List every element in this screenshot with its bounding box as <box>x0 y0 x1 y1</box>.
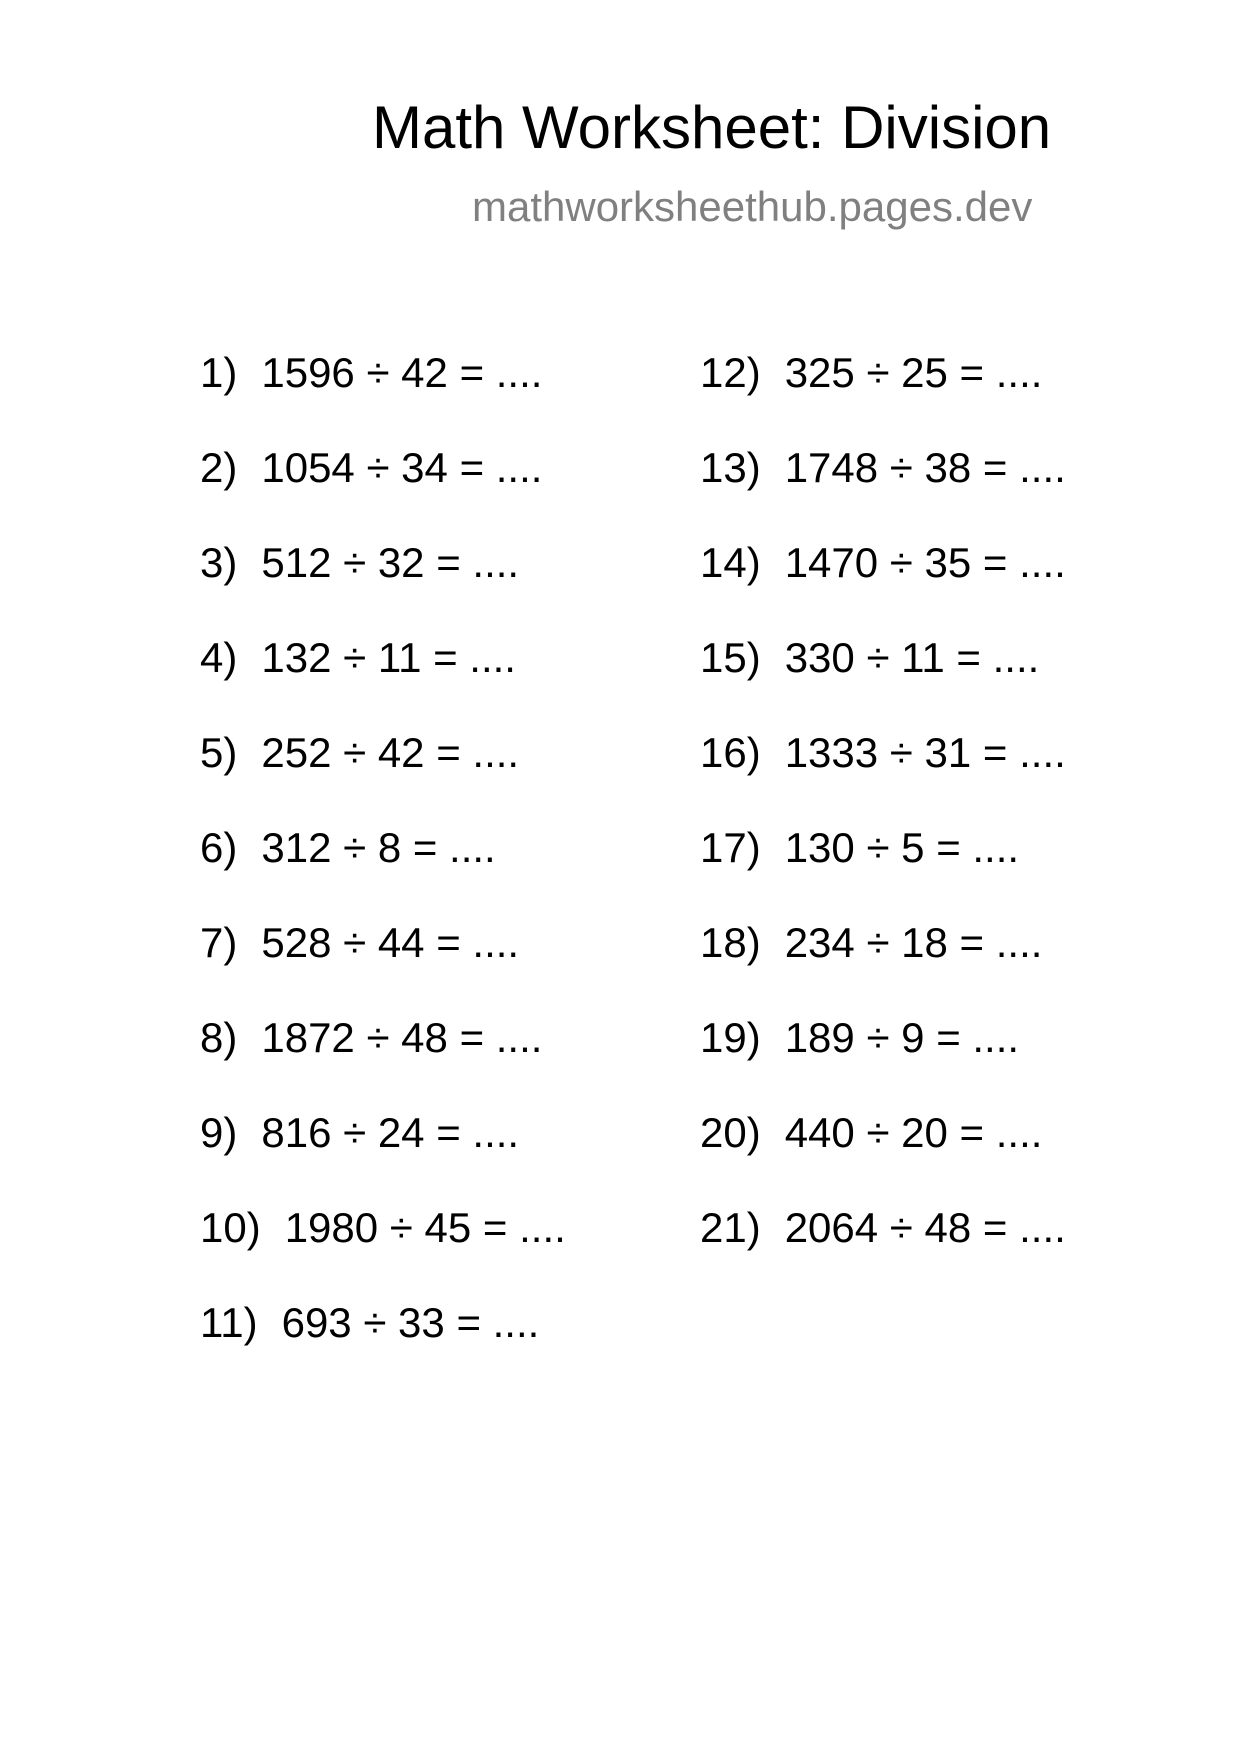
problem-item <box>700 1109 1066 1207</box>
problem-item <box>200 729 566 827</box>
problem-expression: 1470 ÷ 35 = .... <box>784 539 1066 586</box>
problem-column-left <box>200 349 566 1397</box>
problem-expression: 130 ÷ 5 = .... <box>784 824 1020 871</box>
problem-column-right <box>700 349 1066 1302</box>
problem-number: 16) <box>700 729 761 776</box>
problem-item <box>200 1014 566 1112</box>
problem-expression: 2064 ÷ 48 = .... <box>784 1204 1066 1251</box>
problem-item <box>200 1109 566 1207</box>
problem-number: 17) <box>700 824 761 871</box>
problem-item <box>700 349 1066 447</box>
problem-number: 11) <box>200 1299 258 1346</box>
problem-expression: 693 ÷ 33 = .... <box>281 1299 540 1346</box>
problem-number: 10) <box>200 1204 261 1251</box>
problem-expression: 325 ÷ 25 = .... <box>784 349 1043 396</box>
problem-number: 2) <box>200 444 238 491</box>
problem-item <box>700 539 1066 637</box>
problem-item <box>200 349 566 447</box>
problem-number: 7) <box>200 919 238 966</box>
problem-expression: 132 ÷ 11 = .... <box>261 634 516 681</box>
problem-number: 3) <box>200 539 238 586</box>
problem-item <box>700 1204 1066 1302</box>
problem-number: 8) <box>200 1014 238 1061</box>
problem-item <box>700 729 1066 827</box>
problem-expression: 528 ÷ 44 = .... <box>261 919 520 966</box>
problem-expression: 1748 ÷ 38 = .... <box>784 444 1066 491</box>
problem-item <box>700 1014 1066 1112</box>
problem-expression: 234 ÷ 18 = .... <box>784 919 1043 966</box>
problem-expression: 440 ÷ 20 = .... <box>784 1109 1043 1156</box>
problem-expression: 1872 ÷ 48 = .... <box>261 1014 543 1061</box>
problem-number: 18) <box>700 919 761 966</box>
problem-expression: 512 ÷ 32 = .... <box>261 539 520 586</box>
page-title: Math Worksheet: Division <box>372 94 1052 161</box>
problem-number: 6) <box>200 824 238 871</box>
problem-expression: 1596 ÷ 42 = .... <box>261 349 543 396</box>
problem-number: 9) <box>200 1109 238 1156</box>
problem-expression: 1980 ÷ 45 = .... <box>284 1204 566 1251</box>
problem-expression: 816 ÷ 24 = .... <box>261 1109 520 1156</box>
problem-number: 13) <box>700 444 761 491</box>
problem-expression: 189 ÷ 9 = .... <box>784 1014 1020 1061</box>
problem-number: 5) <box>200 729 238 776</box>
problem-item <box>200 1204 566 1302</box>
problem-item <box>200 634 566 732</box>
problem-item <box>700 634 1066 732</box>
problem-number: 12) <box>700 349 761 396</box>
problem-item <box>200 539 566 637</box>
problem-number: 20) <box>700 1109 761 1156</box>
problem-item <box>700 444 1066 542</box>
problem-number: 14) <box>700 539 761 586</box>
problem-item <box>200 1299 566 1397</box>
problem-number: 4) <box>200 634 238 681</box>
problem-item <box>200 444 566 542</box>
problem-item <box>200 824 566 922</box>
problem-expression: 312 ÷ 8 = .... <box>261 824 496 871</box>
problem-expression: 252 ÷ 42 = .... <box>261 729 520 776</box>
problem-number: 1) <box>200 349 238 396</box>
problem-expression: 1333 ÷ 31 = .... <box>784 729 1066 776</box>
problem-number: 21) <box>700 1204 761 1251</box>
problem-item <box>200 919 566 1017</box>
problem-item <box>700 824 1066 922</box>
problem-expression: 1054 ÷ 34 = .... <box>261 444 543 491</box>
problem-item <box>700 919 1066 1017</box>
problem-expression: 330 ÷ 11 = .... <box>784 634 1040 681</box>
problem-number: 19) <box>700 1014 761 1061</box>
problem-number: 15) <box>700 634 761 681</box>
site-url: mathworksheethub.pages.dev <box>472 183 1033 230</box>
